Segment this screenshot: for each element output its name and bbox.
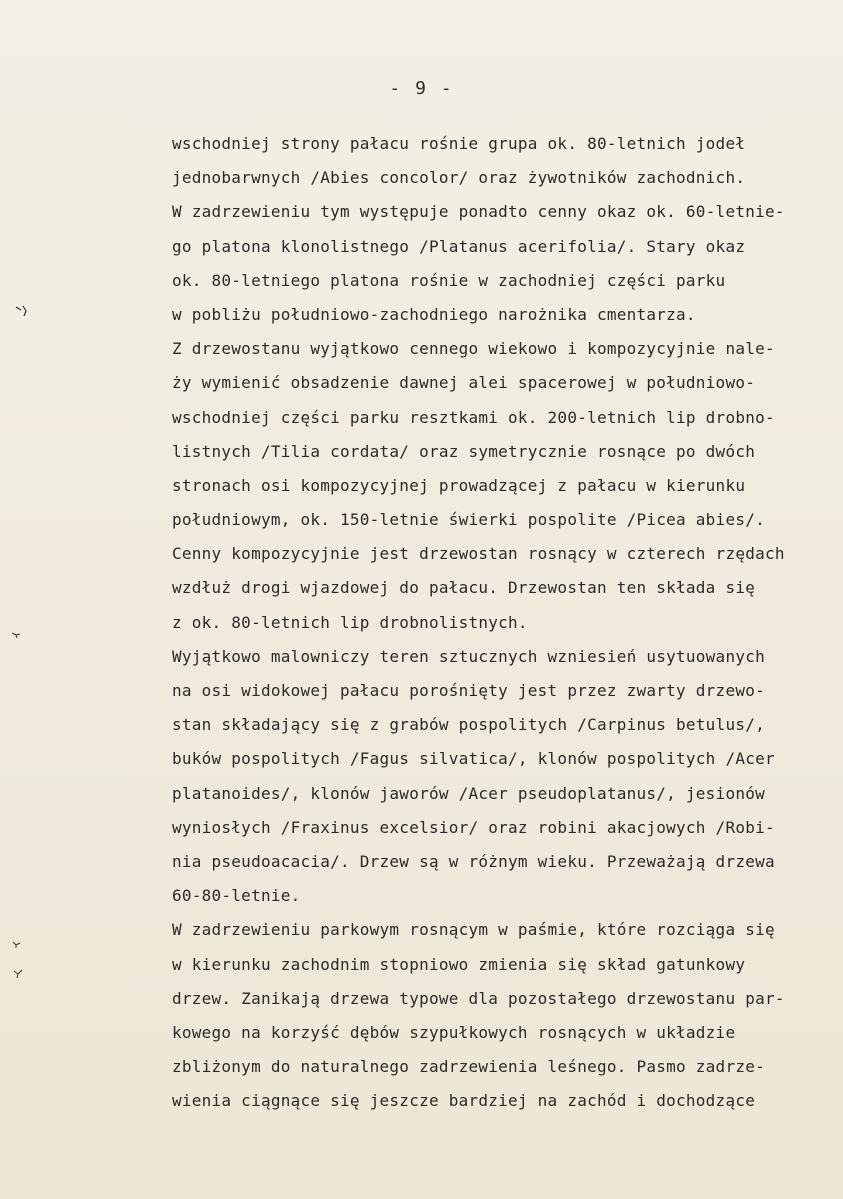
text-line: drzew. Zanikają drzewa typowe dla pozostałego drzewostanu par- <box>172 988 785 1008</box>
text-line: go platona klonolistnego /Platanus acerifolia/. Stary okaz <box>172 236 746 256</box>
text-line: Cenny kompozycyjnie jest drzewostan rosnący w czterech rzędach <box>172 544 785 564</box>
text-line: południowym, ok. 150-letnie świerki pospolite /Picea abies/. <box>172 510 765 530</box>
body-text <box>172 127 832 1118</box>
text-line: nia pseudoacacia/. Drzew są w różnym wieku. Przeważają drzewa <box>172 851 775 871</box>
text-line: W zadrzewieniu tym występuje ponadto cenny okaz ok. 60-letnie- <box>172 202 785 222</box>
text-line: stronach osi kompozycyjnej prowadzącej z pałacu w kierunku <box>172 475 746 495</box>
text-line: wyniosłych /Fraxinus excelsior/ oraz robini akacjowych /Robi- <box>172 817 775 837</box>
page-number: - 9 - <box>389 78 454 99</box>
margin-tick-mark <box>12 968 24 980</box>
text-line: kowego na korzyść dębów szypułkowych rosnących w układzie <box>172 1022 736 1042</box>
text-line: platanoides/, klonów jaworów /Acer pseudoplatanus/, jesionów <box>172 783 765 803</box>
text-line: jednobarwnych /Abies concolor/ oraz żywotników zachodnich. <box>172 168 746 188</box>
margin-tick-mark <box>10 940 22 950</box>
text-line: Z drzewostanu wyjątkowo cennego wiekowo i kompozycyjnie nale- <box>172 339 775 359</box>
text-line: zbliżonym do naturalnego zadrzewienia leśnego. Pasmo zadrze- <box>172 1057 765 1077</box>
text-line: w kierunku zachodnim stopniowo zmienia się skład gatunkowy <box>172 954 746 974</box>
margin-tick-mark <box>14 304 30 318</box>
text-line: ok. 80-letniego platona rośnie w zachodniej części parku <box>172 270 726 290</box>
text-line: 60-80-letnie. <box>172 886 301 906</box>
text-line: W zadrzewieniu parkowym rosnącym w paśmie, które rozciąga się <box>172 920 775 940</box>
text-line: stan składający się z grabów pospolitych /Carpinus betulus/, <box>172 715 765 735</box>
text-line: wienia ciągnące się jeszcze bardziej na zachód i dochodzące <box>172 1091 756 1111</box>
text-line: Wyjątkowo malowniczy teren sztucznych wzniesień usytuowanych <box>172 646 765 666</box>
text-line: w pobliżu południowo-zachodniego narożnika cmentarza. <box>172 304 696 324</box>
text-line: z ok. 80-letnich lip drobnolistnych. <box>172 612 528 632</box>
text-line: wzdłuż drogi wjazdowej do pałacu. Drzewostan ten składa się <box>172 578 756 598</box>
text-line: wschodniej części parku resztkami ok. 200-letnich lip drobno- <box>172 407 775 427</box>
margin-tick-mark <box>10 630 22 640</box>
text-line: wschodniej strony pałacu rośnie grupa ok. 80-letnich jodeł <box>172 134 746 153</box>
text-line: listnych /Tilia cordata/ oraz symetrycznie rosnące po dwóch <box>172 441 756 461</box>
text-line: na osi widokowej pałacu porośnięty jest przez zwarty drzewo- <box>172 681 765 700</box>
text-line: buków pospolitych /Fagus silvatica/, klonów pospolitych /Acer <box>172 749 775 769</box>
text-line: ży wymienić obsadzenie dawnej alei spacerowej w południowo- <box>172 373 756 393</box>
